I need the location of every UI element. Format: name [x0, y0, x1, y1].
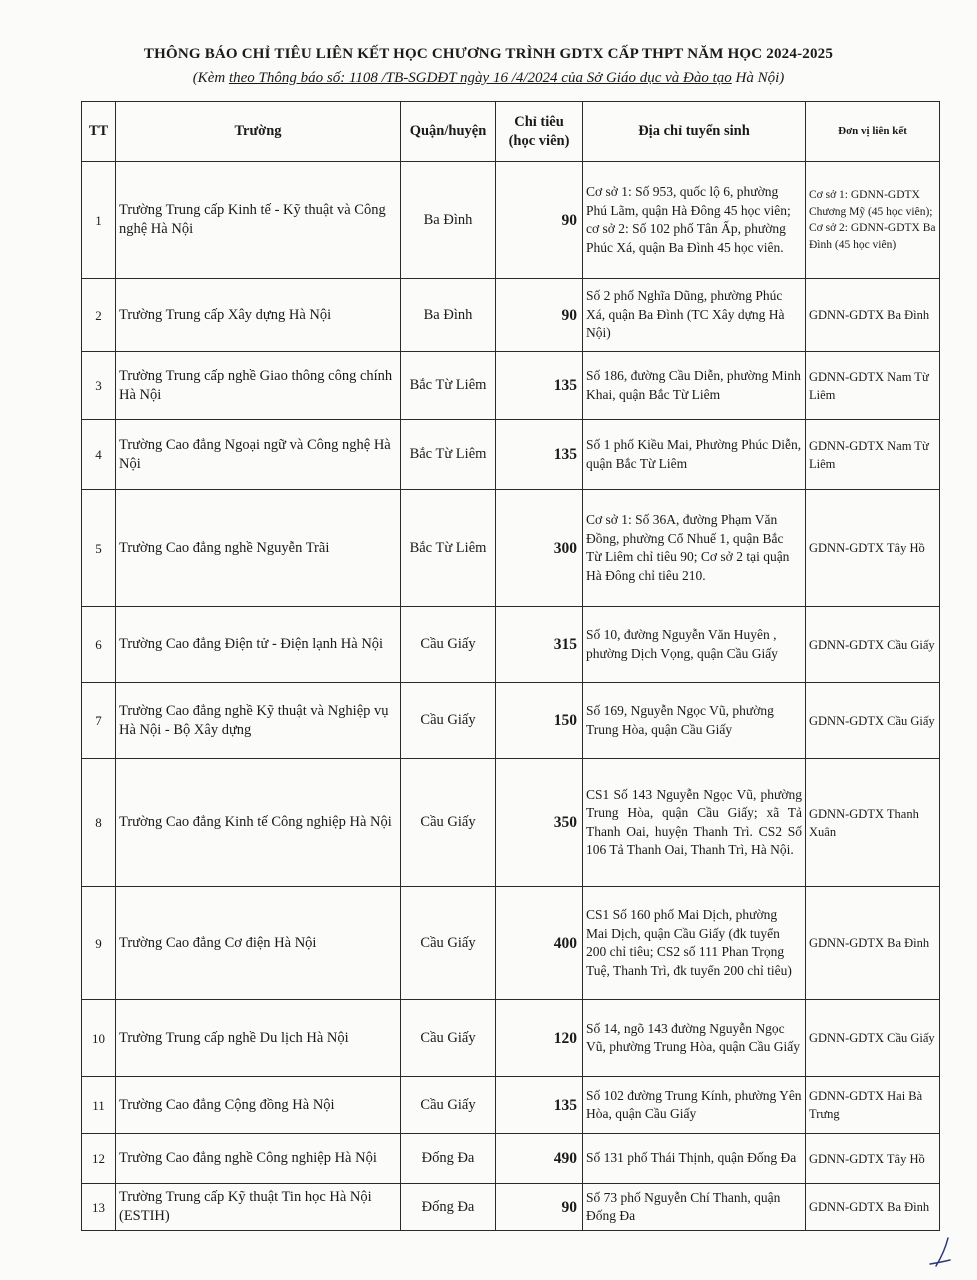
row-school: Trường Cao đẳng Kinh tế Công nghiệp Hà Nội [116, 759, 401, 887]
row-school: Trường Cao đẳng nghề Nguyễn Trãi [116, 490, 401, 607]
row-address: Số 10, đường Nguyễn Văn Huyên , phường Dịch Vọng, quận Cầu Giấy [583, 607, 806, 683]
row-district: Cầu Giấy [401, 1077, 496, 1134]
row-tt: 9 [82, 887, 116, 1000]
col-header-district: Quận/huyện [401, 102, 496, 162]
row-address: Số 169, Nguyễn Ngọc Vũ, phường Trung Hòa, quận Cầu Giấy [583, 683, 806, 759]
row-school: Trường Trung cấp nghề Du lịch Hà Nội [116, 1000, 401, 1077]
row-unit: GDNN-GDTX Tây Hồ [806, 490, 940, 607]
row-district: Bắc Từ Liêm [401, 352, 496, 420]
row-quota: 135 [496, 420, 583, 490]
document-title: THÔNG BÁO CHỈ TIÊU LIÊN KẾT HỌC CHƯƠNG TRÌNH GDTX CẤP THPT NĂM HỌC 2024-2025 [143, 46, 834, 62]
row-address: Số 2 phố Nghĩa Dũng, phường Phúc Xá, quận Ba Đình (TC Xây dựng Hà Nội) [583, 279, 806, 352]
row-district: Bắc Từ Liêm [401, 420, 496, 490]
col-header-quota-line1: Chỉ tiêu [514, 113, 564, 130]
table-row [82, 420, 940, 490]
table-row [82, 279, 940, 352]
row-address: CS1 Số 160 phố Mai Dịch, phường Mai Dịch, quận Cầu Giấy (đk tuyển 200 chỉ tiêu; CS2 số 111 Phan Trọng Tuệ, Thanh Trì, đk tuyển 200 chỉ tiêu) [583, 887, 806, 1000]
row-tt: 6 [82, 607, 116, 683]
row-quota: 490 [496, 1134, 583, 1184]
row-unit: GDNN-GDTX Ba Đình [806, 279, 940, 352]
row-quota: 315 [496, 607, 583, 683]
row-district: Cầu Giấy [401, 1000, 496, 1077]
row-address: Số 102 đường Trung Kính, phường Yên Hòa, quận Cầu Giấy [583, 1077, 806, 1134]
row-unit: GDNN-GDTX Hai Bà Trưng [806, 1077, 940, 1134]
table-row [82, 490, 940, 607]
row-school: Trường Cao đẳng nghề Công nghiệp Hà Nội [116, 1134, 401, 1184]
row-unit: GDNN-GDTX Cầu Giấy [806, 1000, 940, 1077]
document-subtitle [0, 70, 977, 87]
col-header-school: Trường [116, 102, 401, 162]
row-address: Số 73 phố Nguyễn Chí Thanh, quận Đống Đa [583, 1184, 806, 1231]
row-school: Trường Trung cấp Kỹ thuật Tin học Hà Nội (ESTIH) [116, 1184, 401, 1231]
row-tt: 3 [82, 352, 116, 420]
row-quota: 400 [496, 887, 583, 1000]
row-unit: GDNN-GDTX Cầu Giấy [806, 683, 940, 759]
table-row [82, 1077, 940, 1134]
table-row [82, 1000, 940, 1077]
row-tt: 1 [82, 162, 116, 279]
row-unit: GDNN-GDTX Thanh Xuân [806, 759, 940, 887]
row-tt: 4 [82, 420, 116, 490]
signature-mark [924, 1236, 954, 1270]
row-quota: 300 [496, 490, 583, 607]
row-district: Cầu Giấy [401, 607, 496, 683]
table-row [82, 1134, 940, 1184]
row-unit: GDNN-GDTX Nam Từ Liêm [806, 420, 940, 490]
row-quota: 350 [496, 759, 583, 887]
row-unit: GDNN-GDTX Tây Hồ [806, 1134, 940, 1184]
row-quota: 90 [496, 162, 583, 279]
row-quota: 135 [496, 352, 583, 420]
row-unit: GDNN-GDTX Cầu Giấy [806, 607, 940, 683]
subtitle-reference: theo Thông báo số: 1108 /TB-SGDĐT ngày 16 /4/2024 của Sở Giáo dục và Đào tạo [228, 70, 732, 86]
col-header-address: Địa chỉ tuyển sinh [583, 102, 806, 162]
row-address: Cơ sở 1: Số 953, quốc lộ 6, phường Phú Lãm, quận Hà Đông 45 học viên; cơ sở 2: Số 102 phố Tân Ấp, phường Phúc Xá, quận Ba Đình 45 học viên. [583, 162, 806, 279]
row-school: Trường Trung cấp nghề Giao thông công chính Hà Nội [116, 352, 401, 420]
row-tt: 7 [82, 683, 116, 759]
row-unit: GDNN-GDTX Ba Đình [806, 1184, 940, 1231]
row-tt: 12 [82, 1134, 116, 1184]
col-header-unit: Đơn vị liên kết [806, 102, 940, 162]
row-address: Số 131 phố Thái Thịnh, quận Đống Đa [583, 1134, 806, 1184]
row-unit: Cơ sở 1: GDNN-GDTX Chương Mỹ (45 học viên); Cơ sở 2: GDNN-GDTX Ba Đình (45 học viên) [806, 162, 940, 279]
row-school: Trường Cao đẳng Điện tử - Điện lạnh Hà Nội [116, 607, 401, 683]
row-school: Trường Cao đẳng Ngoại ngữ và Công nghệ Hà Nội [116, 420, 401, 490]
quota-table [81, 101, 940, 1231]
row-district: Cầu Giấy [401, 759, 496, 887]
row-district: Bắc Từ Liêm [401, 490, 496, 607]
row-school: Trường Trung cấp Xây dựng Hà Nội [116, 279, 401, 352]
table-row [82, 352, 940, 420]
row-tt: 2 [82, 279, 116, 352]
row-tt: 8 [82, 759, 116, 887]
row-district: Đống Đa [401, 1134, 496, 1184]
row-unit: GDNN-GDTX Nam Từ Liêm [806, 352, 940, 420]
row-tt: 11 [82, 1077, 116, 1134]
subtitle-prefix: (Kèm [192, 70, 229, 86]
row-district: Ba Đình [401, 279, 496, 352]
row-address: CS1 Số 143 Nguyễn Ngọc Vũ, phường Trung Hòa, quận Cầu Giấy; xã Tả Thanh Oai, huyện Thanh Trì. CS2 Số 106 Tả Thanh Oai, Thanh Trì, Hà Nội. [583, 759, 806, 887]
subtitle-suffix: Hà Nội) [731, 70, 785, 86]
row-school: Trường Cao đẳng Cộng đồng Hà Nội [116, 1077, 401, 1134]
row-quota: 90 [496, 279, 583, 352]
row-district: Cầu Giấy [401, 887, 496, 1000]
row-quota: 120 [496, 1000, 583, 1077]
row-address: Số 1 phố Kiều Mai, Phường Phúc Diễn, quận Bắc Từ Liêm [583, 420, 806, 490]
row-district: Ba Đình [401, 162, 496, 279]
table-row [82, 887, 940, 1000]
table-row [82, 759, 940, 887]
row-quota: 135 [496, 1077, 583, 1134]
row-school: Trường Trung cấp Kinh tế - Kỹ thuật và Công nghệ Hà Nội [116, 162, 401, 279]
col-header-quota-line2: (học viên) [508, 132, 570, 149]
row-district: Đống Đa [401, 1184, 496, 1231]
row-unit: GDNN-GDTX Ba Đình [806, 887, 940, 1000]
row-address: Số 14, ngõ 143 đường Nguyễn Ngọc Vũ, phường Trung Hòa, quận Cầu Giấy [583, 1000, 806, 1077]
table-row [82, 683, 940, 759]
col-header-quota [496, 102, 583, 162]
table-row [82, 162, 940, 279]
row-address: Cơ sở 1: Số 36A, đường Phạm Văn Đồng, phường Cổ Nhuế 1, quận Bắc Từ Liêm chỉ tiêu 90; Cơ sở 2 tại quận Hà Đông chỉ tiêu 210. [583, 490, 806, 607]
col-header-tt: TT [82, 102, 116, 162]
row-address: Số 186, đường Cầu Diễn, phường Minh Khai, quận Bắc Từ Liêm [583, 352, 806, 420]
row-district: Cầu Giấy [401, 683, 496, 759]
row-school: Trường Cao đẳng Cơ điện Hà Nội [116, 887, 401, 1000]
row-quota: 90 [496, 1184, 583, 1231]
table-header-row [82, 102, 940, 162]
row-tt: 5 [82, 490, 116, 607]
table-row [82, 1184, 940, 1231]
row-school: Trường Cao đẳng nghề Kỹ thuật và Nghiệp vụ Hà Nội - Bộ Xây dựng [116, 683, 401, 759]
row-quota: 150 [496, 683, 583, 759]
row-tt: 13 [82, 1184, 116, 1231]
row-tt: 10 [82, 1000, 116, 1077]
table-row [82, 607, 940, 683]
